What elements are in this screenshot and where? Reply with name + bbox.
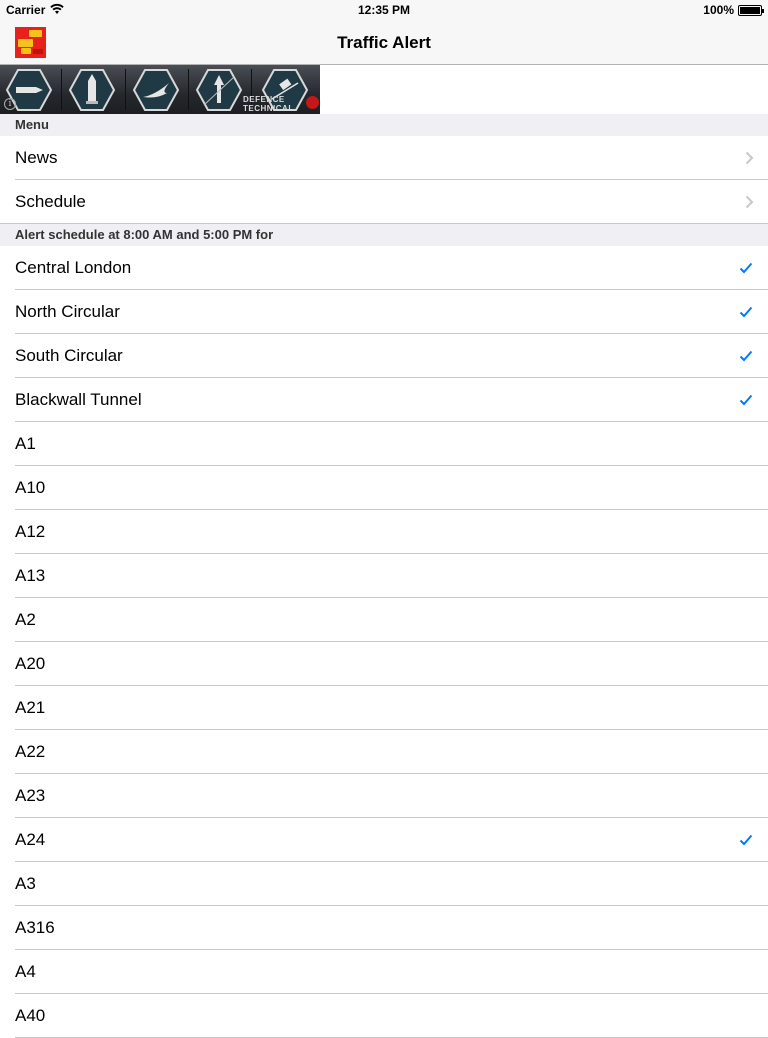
- battery-percentage: 100%: [703, 3, 734, 17]
- checkmark-icon: [739, 262, 753, 274]
- alert-route-row[interactable]: [0, 290, 768, 334]
- alert-route-row[interactable]: [0, 466, 768, 510]
- alert-route-label: Central London: [15, 258, 132, 277]
- alert-route-row[interactable]: [0, 598, 768, 642]
- alert-route-row[interactable]: [0, 378, 768, 422]
- ad-brand-text: DEFENCE TECHNICAL: [243, 95, 294, 113]
- checkmark-icon: [739, 394, 753, 406]
- alert-route-label: Blackwall Tunnel: [15, 390, 142, 409]
- rocket-hex-icon[interactable]: [196, 69, 242, 111]
- alert-route-label: A22: [15, 742, 46, 761]
- chevron-right-icon: [745, 195, 754, 209]
- alert-route-label: A10: [15, 478, 46, 497]
- blast-hex-icon[interactable]: [133, 69, 179, 111]
- alert-route-label: A20: [15, 654, 46, 673]
- alert-route-row[interactable]: [0, 422, 768, 466]
- alert-route-label: A23: [15, 786, 46, 805]
- alert-route-row[interactable]: [0, 686, 768, 730]
- checkmark-icon: [739, 834, 753, 846]
- alert-route-row[interactable]: [0, 994, 768, 1038]
- alert-route-label: North Circular: [15, 302, 120, 321]
- menu-item-label: News: [15, 148, 58, 167]
- alert-route-label: A1: [15, 434, 36, 453]
- battery-icon: [738, 5, 762, 16]
- alert-route-label: A4: [15, 962, 36, 981]
- alert-route-label: A12: [15, 522, 46, 541]
- status-bar: [0, 0, 768, 20]
- status-time: 12:35 PM: [357, 3, 411, 17]
- carrier-label: Carrier: [6, 3, 46, 17]
- ad-brand-logo-icon: [306, 96, 319, 109]
- alert-route-row[interactable]: [0, 554, 768, 598]
- alert-route-label: A316: [15, 918, 55, 937]
- page-title: Traffic Alert: [337, 33, 431, 52]
- alert-route-row[interactable]: [0, 246, 768, 290]
- section-header-menu: Menu: [0, 114, 768, 136]
- alert-route-row[interactable]: [0, 730, 768, 774]
- alert-route-label: A13: [15, 566, 46, 585]
- ad-info-icon[interactable]: i: [4, 98, 16, 110]
- alert-route-row[interactable]: [0, 774, 768, 818]
- menu-item-schedule[interactable]: [0, 180, 768, 224]
- shell-hex-icon[interactable]: [69, 69, 115, 111]
- alert-route-row[interactable]: [0, 950, 768, 994]
- alert-route-label: South Circular: [15, 346, 123, 365]
- alert-route-row[interactable]: [0, 818, 768, 862]
- alert-route-label: A24: [15, 830, 46, 849]
- alert-route-row[interactable]: [0, 906, 768, 950]
- alert-route-row[interactable]: [0, 642, 768, 686]
- alert-route-label: A40: [15, 1006, 46, 1025]
- menu-item-news[interactable]: [0, 136, 768, 180]
- checkmark-icon: [739, 350, 753, 362]
- checkmark-icon: [739, 306, 753, 318]
- alert-route-row[interactable]: [0, 334, 768, 378]
- chevron-right-icon: [745, 151, 754, 165]
- section-header-alert-schedule: Alert schedule at 8:00 AM and 5:00 PM for: [0, 224, 768, 246]
- alert-route-label: A21: [15, 698, 46, 717]
- alert-route-label: A2: [15, 610, 36, 629]
- alert-route-row[interactable]: [0, 510, 768, 554]
- alert-route-label: A3: [15, 874, 36, 893]
- alert-route-row[interactable]: [0, 862, 768, 906]
- menu-item-label: Schedule: [15, 192, 86, 211]
- navigation-bar: [0, 20, 768, 65]
- ad-banner[interactable]: [0, 65, 320, 114]
